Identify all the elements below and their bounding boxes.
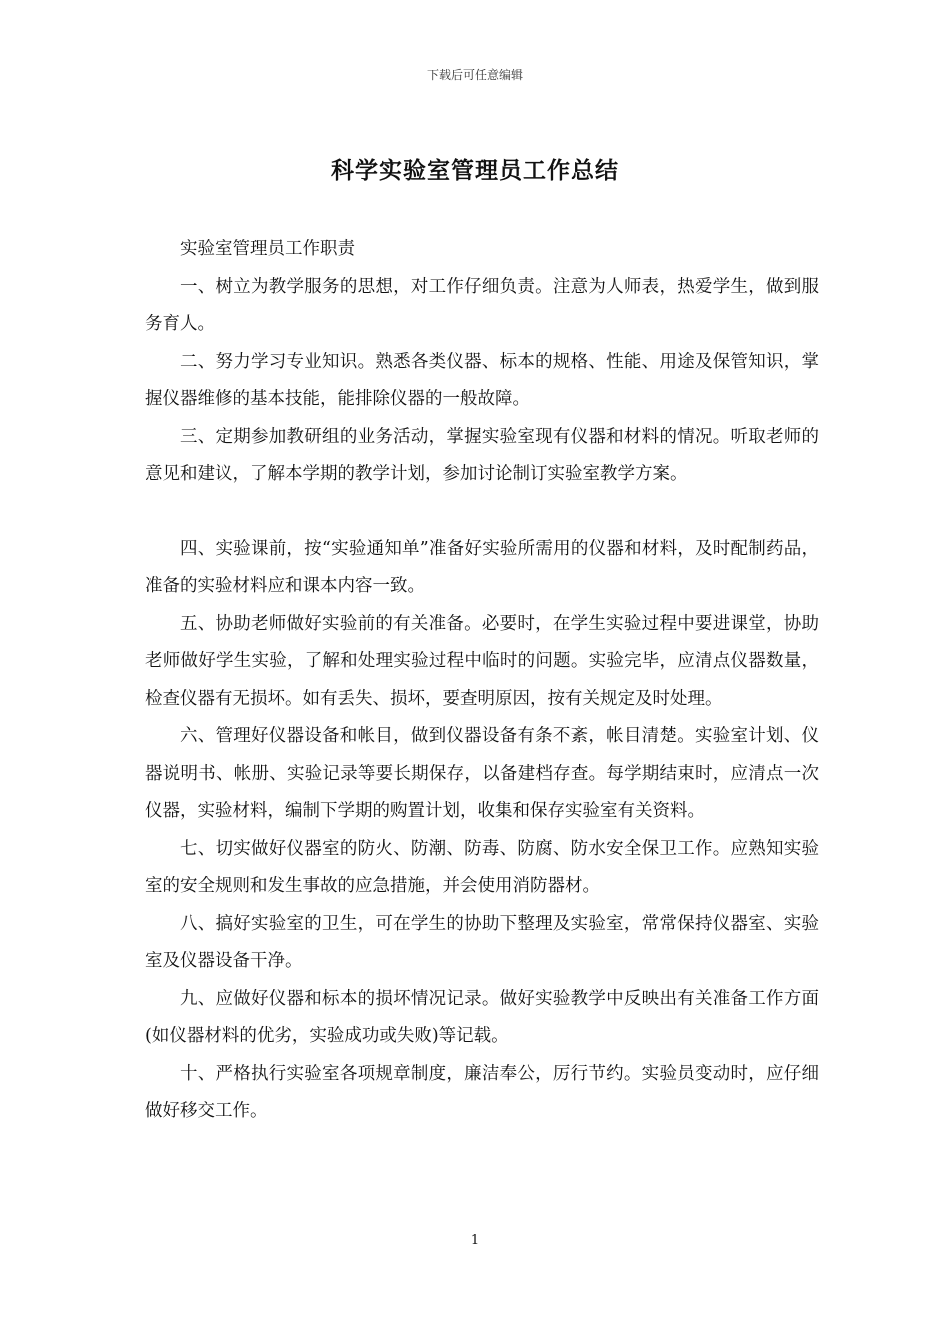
duty-item-10: 十、严格执行实验室各项规章制度，廉洁奉公，厉行节约。实验员变动时，应仔细做好移交工作。 (145, 1063, 819, 1121)
duty-item-3: 三、定期参加教研组的业务活动，掌握实验室现有仪器和材料的情况。听取老师的意见和建议，了解本学期的教学计划，参加讨论制订实验室教学方案。 (145, 426, 819, 484)
duty-item-9: 九、应做好仪器和标本的损坏情况记录。做好实验教学中反映出有关准备工作方面(如仪器材料的优劣，实验成功或失败)等记载。 (145, 988, 819, 1046)
duty-item-2: 二、努力学习专业知识。熟悉各类仪器、标本的规格、性能、用途及保管知识，掌握仪器维修的基本技能，能排除仪器的一般故障。 (145, 351, 819, 409)
duty-item-8: 八、搞好实验室的卫生，可在学生的协助下整理及实验室，常常保持仪器室、实验室及仪器设备干净。 (145, 913, 819, 971)
duty-item-7: 七、切实做好仪器室的防火、防潮、防毒、防腐、防水安全保卫工作。应熟知实验室的安全规则和发生事故的应急措施，并会使用消防器材。 (145, 838, 819, 896)
document-body (145, 231, 819, 1131)
section-heading: 实验室管理员工作职责 (180, 239, 355, 259)
duty-item-6: 六、管理好仪器设备和帐目，做到仪器设备有条不紊，帐目清楚。实验室计划、仪器说明书、帐册、实验记录等要长期保存，以备建档存查。每学期结束时，应清点一次仪器，实验材料，编制下学期的购置计划，收集和保存实验室有关资料。 (145, 726, 819, 821)
duty-item-4: 四、实验课前，按“实验通知单”准备好实验所需用的仪器和材料，及时配制药品，准备的实验材料应和课本内容一致。 (145, 538, 819, 596)
header-note: 下载后可任意编辑 (426, 68, 523, 82)
document-title: 科学实验室管理员工作总结 (331, 157, 619, 184)
duty-item-5: 五、协助老师做好实验前的有关准备。必要时，在学生实验过程中要进课堂，协助老师做好学生实验，了解和处理实验过程中临时的问题。实验完毕，应清点仪器数量，检查仪器有无损坏。如有丢失、损坏，要查明原因，按有关规定及时处理。 (145, 613, 819, 709)
duty-item-1: 一、树立为教学服务的思想，对工作仔细负责。注意为人师表，热爱学生，做到服务育人。 (145, 276, 819, 334)
page-number: 1 (470, 1233, 480, 1248)
